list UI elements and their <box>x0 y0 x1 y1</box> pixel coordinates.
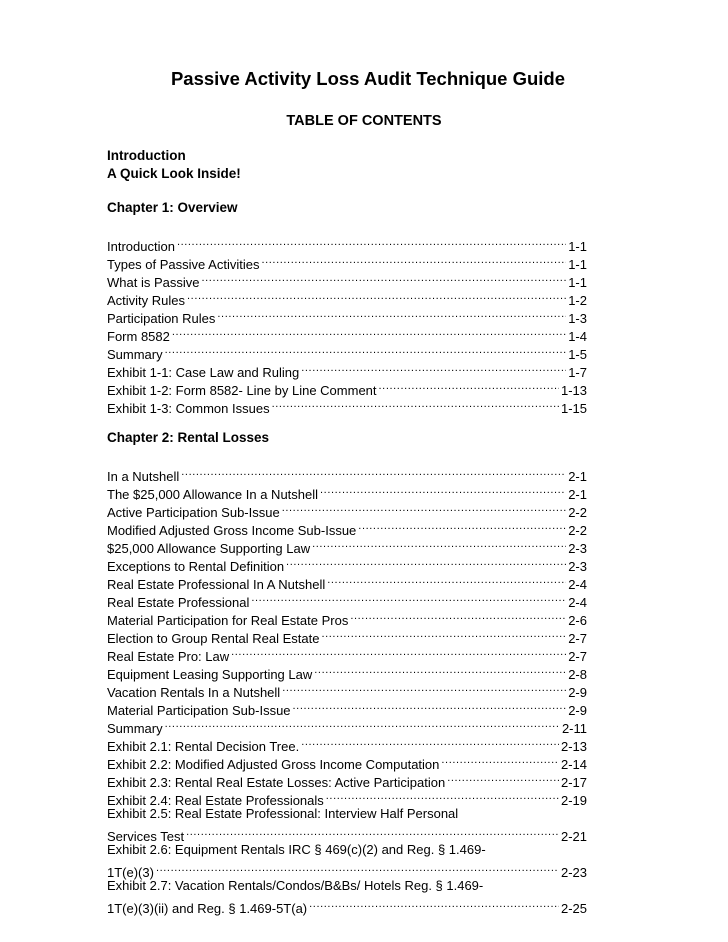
toc-leader-dots <box>272 395 559 413</box>
toc-entry-label: Summary <box>107 347 163 362</box>
toc-entry <box>107 341 587 362</box>
toc-leader-dots <box>156 859 559 877</box>
toc-entry-label: Vacation Rentals In a Nutshell <box>107 685 281 700</box>
toc-entry-page: 1-3 <box>568 311 587 326</box>
toc-content <box>107 147 587 916</box>
toc-entry-page: 1-1 <box>568 275 587 290</box>
toc-entry-label: Types of Passive Activities <box>107 257 260 272</box>
toc-entry-label: Active Participation Sub-Issue <box>107 505 280 520</box>
toc-entry-page: 2-1 <box>568 469 587 484</box>
toc-entry-page: 2-1 <box>568 487 587 502</box>
toc-entry <box>107 463 587 484</box>
toc-leader-dots <box>327 571 566 589</box>
toc-entry-page: 1-5 <box>568 347 587 362</box>
toc-entry-label: What is Passive <box>107 275 200 290</box>
toc-entry-page: 2-25 <box>560 901 587 916</box>
toc-entry-label: Exhibit 2.1: Rental Decision Tree. <box>107 739 300 754</box>
toc-leader-dots <box>261 251 566 269</box>
toc-heading <box>0 112 728 130</box>
toc-entry-label-line1: Exhibit 2.7: Vacation Rentals/Condos/B&Bs/ Hotels Reg. § 1.469- <box>107 878 484 893</box>
toc-leader-dots <box>282 679 566 697</box>
toc-entry <box>107 733 587 754</box>
toc-leader-dots <box>186 823 559 841</box>
toc-entry-label: Activity Rules <box>107 293 186 308</box>
toc-entry-page: 2-6 <box>568 613 587 628</box>
document-title: Passive Activity Loss Audit Technique Guide <box>170 68 566 89</box>
toc-leader-dots <box>282 499 567 517</box>
toc-entry-first-line <box>107 841 587 859</box>
toc-leader-dots <box>447 769 559 787</box>
toc-entry-page: 2-9 <box>568 703 587 718</box>
toc-entry-page: 2-3 <box>568 541 587 556</box>
toc-leader-dots <box>286 553 566 571</box>
toc-entry-page: 2-9 <box>568 685 587 700</box>
toc-leader-dots <box>231 643 566 661</box>
toc-entry-page: 1-4 <box>568 329 587 344</box>
toc-entry-label: Material Participation Sub-Issue <box>107 703 291 718</box>
toc-leader-dots <box>320 481 566 499</box>
intro-heading: Introduction <box>107 148 186 163</box>
toc-entry-page: 2-4 <box>568 595 587 610</box>
toc-leader-dots <box>350 607 566 625</box>
toc-entry-label: Exhibit 1-1: Case Law and Ruling <box>107 365 300 380</box>
toc-entry-label: Exhibit 2.4: Real Estate Professionals <box>107 793 324 808</box>
toc-entry-page: 2-14 <box>560 757 587 772</box>
toc-entry <box>107 859 587 880</box>
toc-leader-dots <box>441 751 559 769</box>
toc-entry-label: Real Estate Pro: Law <box>107 649 230 664</box>
toc-entry-label: Real Estate Professional <box>107 595 250 610</box>
toc-leader-dots <box>326 787 559 805</box>
toc-leader-dots <box>172 323 566 341</box>
toc-entry-page: 1-15 <box>560 401 587 416</box>
toc-entry <box>107 359 587 380</box>
toc-entry-label: Exhibit 1-2: Form 8582- Line by Line Comment <box>107 383 377 398</box>
chapter-1-title: Chapter 1: Overview <box>107 200 238 215</box>
toc-entry-first-line <box>107 877 587 895</box>
toc-entry-page: 2-19 <box>560 793 587 808</box>
toc-entry <box>107 233 587 254</box>
toc-entry-label: $25,000 Allowance Supporting Law <box>107 541 311 556</box>
toc-entry-label: 1T(e)(3) <box>107 865 154 880</box>
toc-entry-label: Introduction <box>107 239 175 254</box>
toc-entry-page: 2-11 <box>561 721 587 736</box>
toc-entry-label: The $25,000 Allowance In a Nutshell <box>107 487 319 502</box>
toc-entry-label: Summary <box>107 721 163 736</box>
toc-entry-page: 2-2 <box>568 505 587 520</box>
toc-entry <box>107 823 587 844</box>
toc-entry-page: 1-1 <box>568 257 587 272</box>
toc-entry-page: 1-2 <box>568 293 587 308</box>
toc-entry-page: 1-1 <box>568 239 587 254</box>
toc-leader-dots <box>181 463 566 481</box>
toc-entry-page: 2-2 <box>568 523 587 538</box>
toc-entry-page: 2-17 <box>560 775 587 790</box>
toc-leader-dots <box>358 517 566 535</box>
toc-entry-label: Form 8582 <box>107 329 170 344</box>
toc-entry-label-line1: Exhibit 2.5: Real Estate Professional: Interview Half Personal <box>107 806 459 821</box>
chapter-2-wrapped-entries <box>107 805 587 916</box>
toc-entry-label: 1T(e)(3)(ii) and Reg. § 1.469-5T(a) <box>107 901 308 916</box>
toc-leader-dots <box>187 287 566 305</box>
toc-entry-page: 2-23 <box>560 865 587 880</box>
toc-leader-dots <box>379 377 559 395</box>
chapter-1-entries <box>107 233 587 416</box>
toc-entry-label: Modified Adjusted Gross Income Sub-Issue <box>107 523 357 538</box>
chapter-2-entries <box>107 463 587 808</box>
toc-entry-page: 1-7 <box>568 365 587 380</box>
toc-entry-label: Services Test <box>107 829 185 844</box>
toc-entry-page: 2-13 <box>560 739 587 754</box>
toc-leader-dots <box>217 305 566 323</box>
toc-heading-text: TABLE OF CONTENTS <box>286 113 442 129</box>
toc-entry <box>107 715 587 736</box>
toc-leader-dots <box>312 535 566 553</box>
toc-entry-page: 2-7 <box>568 631 587 646</box>
toc-entry-first-line <box>107 805 587 823</box>
toc-entry-label: Exhibit 2.3: Rental Real Estate Losses: Active Participation <box>107 775 446 790</box>
toc-entry-page: 1-13 <box>560 383 587 398</box>
toc-entry-label-line1: Exhibit 2.6: Equipment Rentals IRC § 469(c)(2) and Reg. § 1.469- <box>107 842 486 857</box>
toc-leader-dots <box>251 589 566 607</box>
toc-entry-label: Exceptions to Rental Definition <box>107 559 285 574</box>
toc-entry <box>107 251 587 272</box>
toc-leader-dots <box>165 715 560 733</box>
toc-entry <box>107 895 587 916</box>
toc-entry-label: Election to Group Rental Real Estate <box>107 631 320 646</box>
chapter-2-title: Chapter 2: Rental Losses <box>107 430 270 445</box>
toc-leader-dots <box>165 341 567 359</box>
toc-leader-dots <box>201 269 566 287</box>
toc-leader-dots <box>321 625 566 643</box>
intro-subheading: A Quick Look Inside! <box>107 166 241 181</box>
toc-entry-label: Exhibit 2.2: Modified Adjusted Gross Income Computation <box>107 757 440 772</box>
toc-leader-dots <box>301 733 559 751</box>
toc-entry-label: In a Nutshell <box>107 469 180 484</box>
toc-entry-page: 2-4 <box>568 577 587 592</box>
toc-entry-label: Exhibit 1-3: Common Issues <box>107 401 270 416</box>
toc-entry <box>107 323 587 344</box>
toc-leader-dots <box>177 233 566 251</box>
toc-entry-label: Participation Rules <box>107 311 216 326</box>
toc-entry-page: 2-8 <box>568 667 587 682</box>
toc-leader-dots <box>314 661 566 679</box>
toc-entry-page: 2-7 <box>568 649 587 664</box>
toc-entry-page: 2-21 <box>560 829 587 844</box>
toc-entry-label: Material Participation for Real Estate Pros <box>107 613 349 628</box>
toc-leader-dots <box>309 895 559 913</box>
toc-entry-page: 2-3 <box>568 559 587 574</box>
toc-entry-label: Real Estate Professional In A Nutshell <box>107 577 326 592</box>
toc-entry-label: Equipment Leasing Supporting Law <box>107 667 313 682</box>
toc-leader-dots <box>293 697 567 715</box>
toc-leader-dots <box>301 359 566 377</box>
